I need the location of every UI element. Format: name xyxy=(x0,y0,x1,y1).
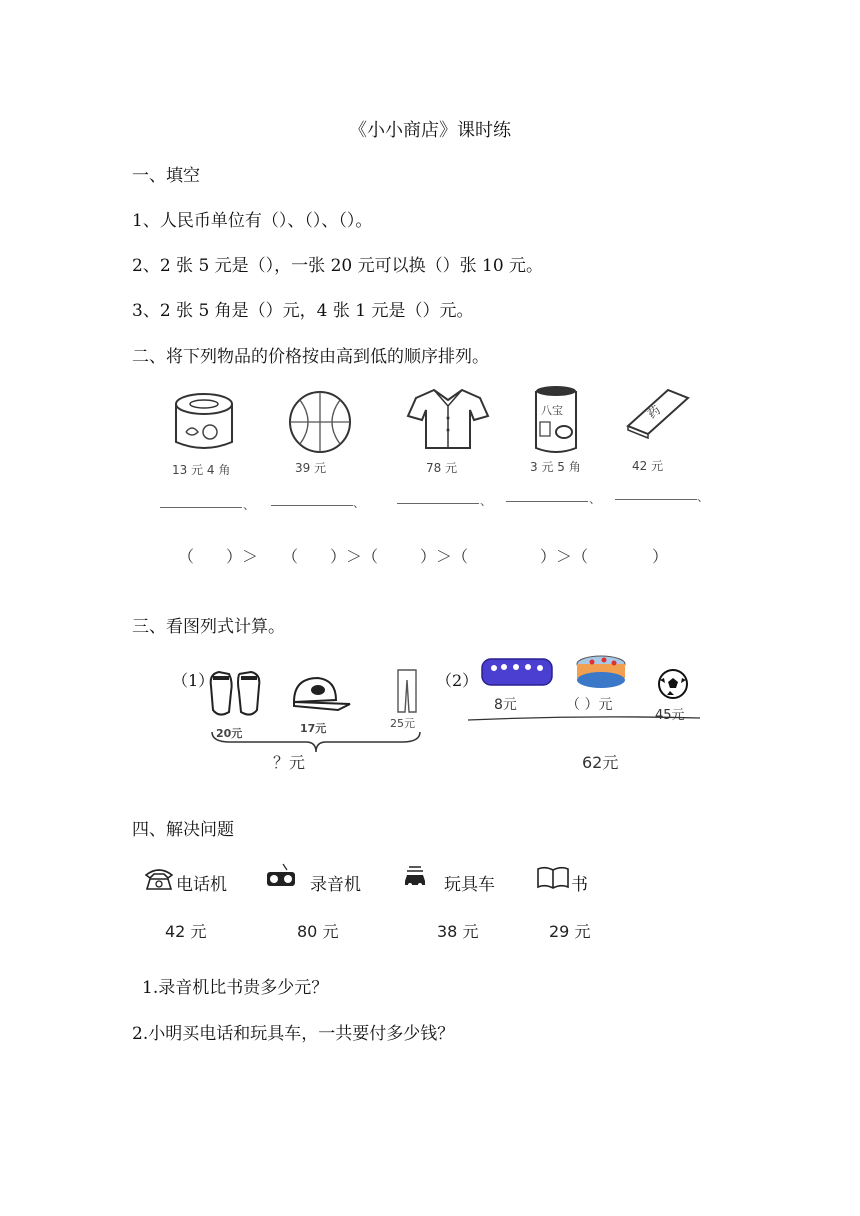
separator: 、 xyxy=(353,496,366,510)
radio-icon xyxy=(265,862,297,888)
brace xyxy=(210,730,422,754)
section3-heading: 三、看图列式计算。 xyxy=(132,617,285,637)
item-price-5: 42 元 xyxy=(632,459,664,473)
question-4-1: 1.录音机比书贵多少元？ xyxy=(142,978,329,998)
separator: 、 xyxy=(480,494,493,508)
gloves-icon xyxy=(207,668,263,720)
cake-icon xyxy=(574,654,628,690)
shirt-icon xyxy=(406,386,490,452)
problem-1-price-1: 20元 xyxy=(216,727,243,740)
problem-2-total: 62元 xyxy=(582,753,619,772)
problem-2-price-3: 45元 xyxy=(655,708,685,723)
question-4-2: 2.小明买电话和玩具车，一共要付多少钱？ xyxy=(132,1024,455,1044)
answer-blank[interactable] xyxy=(397,503,479,504)
question-1-3: 3、2 张 5 角是（）元，4 张 1 元是（）元。 xyxy=(132,301,474,321)
can-icon xyxy=(172,392,236,452)
order-part: ）＞（ xyxy=(420,547,469,566)
svg-text:八宝: 八宝 xyxy=(541,404,563,417)
toy-car-icon xyxy=(403,865,427,889)
drink-can-icon xyxy=(532,384,580,456)
section1-heading: 一、填空 xyxy=(132,166,200,186)
question-1-1: 1、人民币单位有（）、（）、（）。 xyxy=(132,211,373,231)
item-name-telephone: 电话机 xyxy=(176,875,227,895)
question-1-2: 2、2 张 5 元是（），一张 20 元可以换（）张 10 元。 xyxy=(132,256,544,276)
price-order-row xyxy=(178,544,668,567)
problem-2-price-1: 8元 xyxy=(494,697,517,713)
item-name-book: 书 xyxy=(571,875,588,895)
problem-1-total: ？元 xyxy=(273,753,306,772)
item-price-1: 13 元 4 角 xyxy=(172,463,231,477)
separator: 、 xyxy=(697,490,710,504)
problem-1-price-2: 17元 xyxy=(300,722,327,735)
order-part: ） xyxy=(652,547,669,566)
order-part: ）＞（ xyxy=(540,547,589,566)
medicine-box-icon xyxy=(624,388,690,436)
item-price-radio: 80 元 xyxy=(297,922,339,941)
pencil-case-icon xyxy=(480,657,554,687)
pants-icon xyxy=(396,668,418,714)
basketball-icon xyxy=(288,390,352,454)
total-line xyxy=(466,716,702,722)
answer-blank[interactable] xyxy=(271,505,353,506)
page-title: 《小小商店》课时练 xyxy=(349,120,511,141)
item-price-telephone: 42 元 xyxy=(165,922,207,941)
order-part: （ xyxy=(282,547,299,566)
problem-2-label: （2） xyxy=(436,671,479,690)
separator: 、 xyxy=(589,492,602,506)
separator: 、 xyxy=(243,498,256,512)
order-part: ）＞ xyxy=(226,547,259,566)
problem-1-price-3: 25元 xyxy=(390,717,415,730)
item-name-radio: 录音机 xyxy=(310,875,361,895)
section4-heading: 四、解决问题 xyxy=(132,820,234,840)
item-price-4: 3 元 5 角 xyxy=(530,460,581,474)
telephone-icon xyxy=(144,867,174,891)
problem-2-price-2: （ ）元 xyxy=(566,697,613,713)
item-price-toy-car: 38 元 xyxy=(437,922,479,941)
answer-blank[interactable] xyxy=(506,501,588,502)
item-price-3: 78 元 xyxy=(426,461,458,475)
svg-text:药: 药 xyxy=(644,402,664,422)
order-part: （ xyxy=(178,547,195,566)
book-icon xyxy=(536,866,570,890)
order-part: ）＞（ xyxy=(330,547,379,566)
cap-icon xyxy=(288,674,352,714)
item-price-book: 29 元 xyxy=(549,922,591,941)
problem-1-label: （1） xyxy=(172,671,215,690)
section2-heading: 二、将下列物品的价格按由高到低的顺序排列。 xyxy=(132,347,489,367)
soccer-ball-icon xyxy=(657,668,689,700)
item-name-toy-car: 玩具车 xyxy=(444,875,495,895)
answer-blank[interactable] xyxy=(160,507,242,508)
answer-blank[interactable] xyxy=(615,499,697,500)
item-price-2: 39 元 xyxy=(295,461,327,475)
